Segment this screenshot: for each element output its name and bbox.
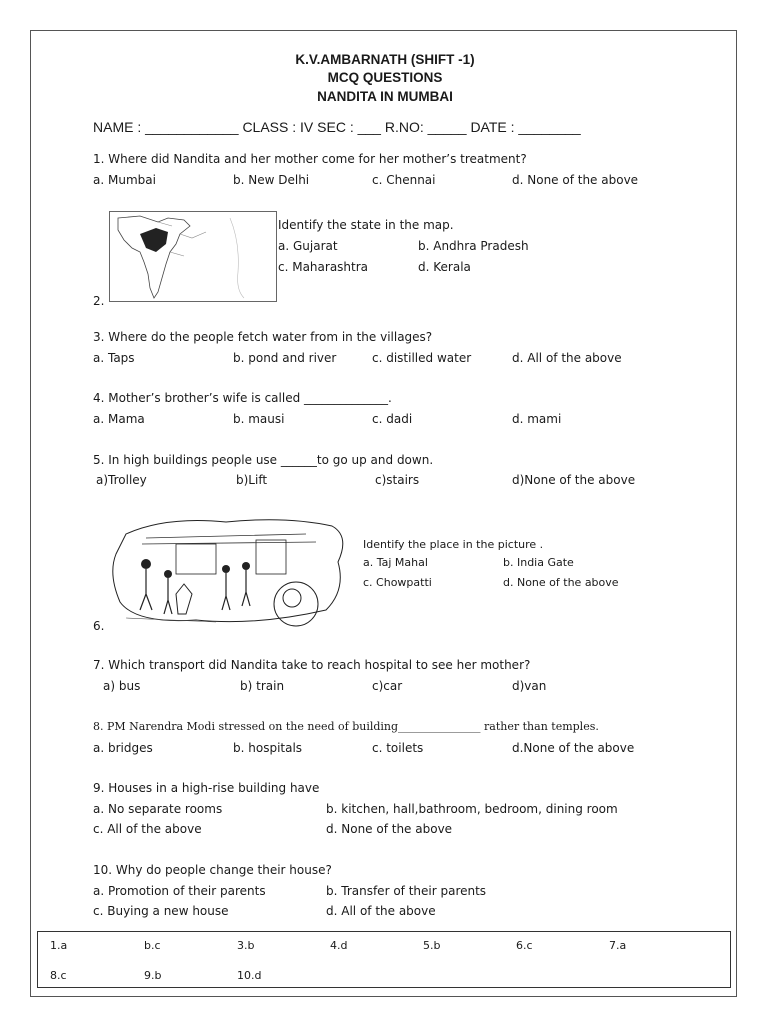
question-6: Identify the place in the picture . [363, 538, 544, 551]
q6-option-b: b. India Gate [503, 556, 574, 569]
q10-option-d: d. All of the above [326, 904, 436, 918]
answer-key-item: 9.b [144, 969, 162, 982]
q3-option-d: d. All of the above [512, 351, 622, 365]
answer-key-item: 1.a [50, 939, 68, 952]
q7-option-c: c)car [372, 679, 403, 693]
question-5: 5. In high buildings people use ______to go up and down. [93, 453, 434, 467]
q3-option-b: b. pond and river [233, 351, 337, 365]
q8-option-c: c. toilets [372, 741, 424, 755]
q1-option-b: b. New Delhi [233, 173, 310, 187]
answer-key-item: 5.b [423, 939, 441, 952]
chapter-title: NANDITA IN MUMBAI [317, 89, 453, 104]
q9-option-c: c. All of the above [93, 822, 202, 836]
question-3: 3. Where do the people fetch water from in the villages? [93, 330, 433, 344]
q9-option-b: b. kitchen, hall,bathroom, bedroom, dining room [326, 802, 618, 816]
question-2: Identify the state in the map. [278, 218, 454, 232]
answer-key-item: 6.c [516, 939, 533, 952]
q2-option-a: a. Gujarat [278, 239, 338, 253]
worksheet-title: MCQ QUESTIONS [327, 70, 443, 85]
q2-option-d: d. Kerala [418, 260, 471, 274]
q3-option-a: a. Taps [93, 351, 135, 365]
q4-option-c: c. dadi [372, 412, 413, 426]
q8-option-d: d.None of the above [512, 741, 635, 755]
q5-option-d: d)None of the above [512, 473, 636, 487]
answer-key-item: b.c [144, 939, 161, 952]
q7-option-b: b) train [240, 679, 285, 693]
student-info-line: NAME : ____________ CLASS : IV SEC : ___ R.NO: _____ DATE : ________ [93, 119, 581, 135]
q7-option-d: d)van [512, 679, 547, 693]
q5-option-b: b)Lift [236, 473, 268, 487]
answer-key-item: 7.a [609, 939, 627, 952]
q7-option-a: a) bus [103, 679, 141, 693]
q6-option-a: a. Taj Mahal [363, 556, 428, 569]
answer-key-item: 3.b [237, 939, 255, 952]
q10-option-b: b. Transfer of their parents [326, 884, 487, 898]
q1-option-c: c. Chennai [372, 173, 436, 187]
india-map-image [109, 211, 277, 302]
question-7: 7. Which transport did Nandita take to reach hospital to see her mother? [93, 658, 531, 672]
question-6-number: 6. [93, 619, 105, 633]
school-name: K.V.AMBARNATH (SHIFT -1) [295, 52, 475, 67]
answer-key-item: 10.d [237, 969, 262, 982]
answer-key-item: 4.d [330, 939, 348, 952]
chowpatti-beach-illustration [106, 514, 352, 630]
q9-option-a: a. No separate rooms [93, 802, 223, 816]
q4-option-a: a. Mama [93, 412, 145, 426]
answer-key-box [37, 931, 731, 988]
question-1: 1. Where did Nandita and her mother come for her mother’s treatment? [93, 152, 527, 166]
q9-option-d: d. None of the above [326, 822, 453, 836]
q3-option-c: c. distilled water [372, 351, 472, 365]
q10-option-c: c. Buying a new house [93, 904, 229, 918]
answer-key-item: 8.c [50, 969, 67, 982]
q5-option-a: a)Trolley [96, 473, 147, 487]
question-10: 10. Why do people change their house? [93, 863, 332, 877]
q1-option-a: a. Mumbai [93, 173, 156, 187]
question-8: 8. PM Narendra Modi stressed on the need of building_______________ rather than temples. [93, 720, 599, 733]
q6-option-c: c. Chowpatti [363, 576, 432, 589]
q1-option-d: d. None of the above [512, 173, 639, 187]
q10-option-a: a. Promotion of their parents [93, 884, 266, 898]
question-9: 9. Houses in a high-rise building have [93, 781, 320, 795]
question-4: 4. Mother’s brother’s wife is called ______________. [93, 391, 392, 405]
q4-option-b: b. mausi [233, 412, 285, 426]
question-2-number: 2. [93, 294, 105, 308]
q4-option-d: d. mami [512, 412, 562, 426]
q8-option-a: a. bridges [93, 741, 153, 755]
q8-option-b: b. hospitals [233, 741, 303, 755]
q2-option-c: c. Maharashtra [278, 260, 369, 274]
q6-option-d: d. None of the above [503, 576, 619, 589]
q2-option-b: b. Andhra Pradesh [418, 239, 529, 253]
q5-option-c: c)stairs [375, 473, 420, 487]
